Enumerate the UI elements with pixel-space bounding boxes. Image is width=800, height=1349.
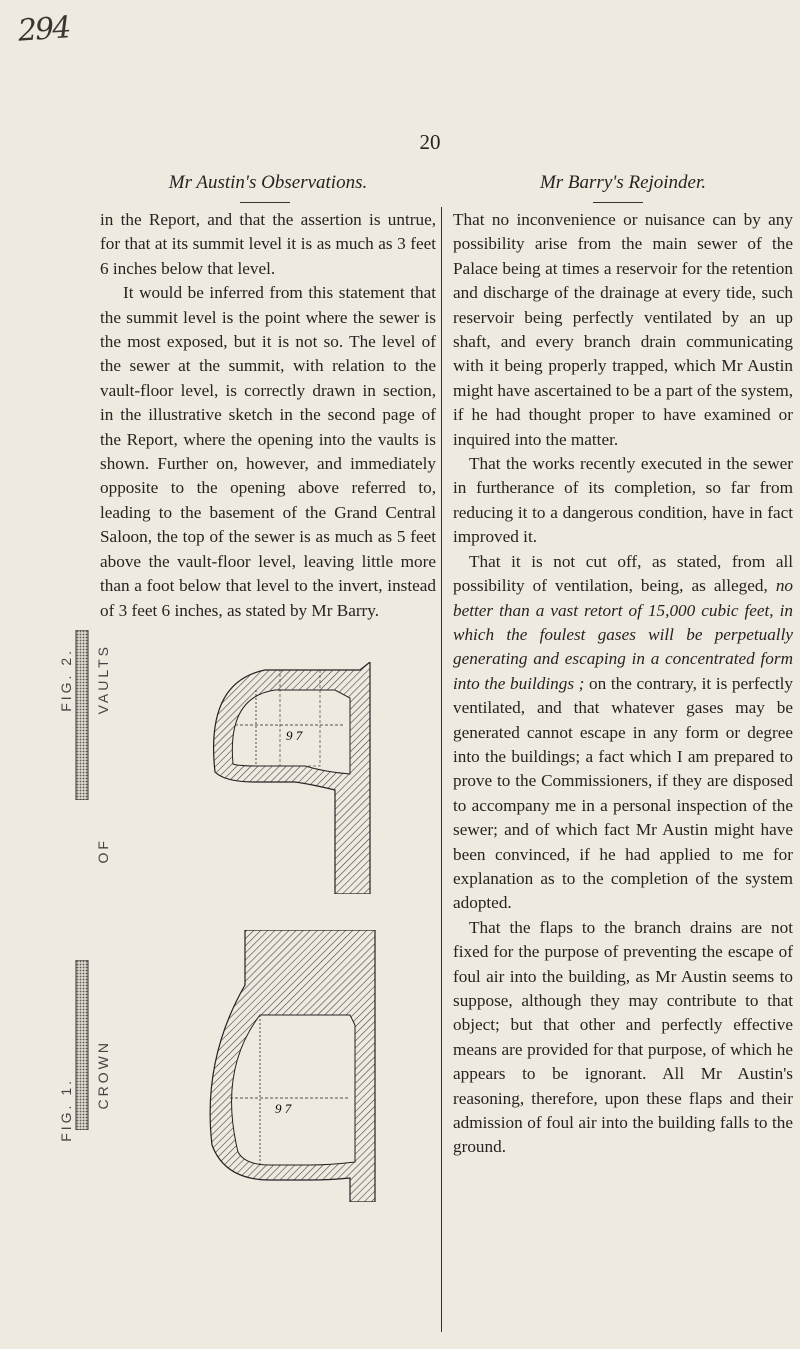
column-divider (441, 207, 442, 1332)
side-caption-crown: CROWN (95, 1040, 111, 1110)
handwritten-annotation: 294 (16, 10, 71, 49)
right-column-text (453, 208, 793, 1160)
fig2-label: FIG. 2. (58, 648, 74, 712)
right-paragraph: That the flaps to the branch drains are not fixed for the purpose of preventing the escape of foul air into the building, as Mr Austin seems to suppose, although they may contribute to that object; but that other and perfectly effective means are provided for that purpose, of which he appears to be ignorant. All Mr Austin's reasoning, therefore, upon these flaps and their admission of foul air into the building falls to the ground. (453, 917, 793, 1157)
right-heading-rule (593, 202, 643, 203)
fig1-sewer-section (190, 930, 380, 1202)
fig1-scale-bar (73, 960, 93, 1130)
side-caption-vaults: VAULTS (95, 644, 111, 715)
quoted-text: no better than a vast retort of 15,000 cubic feet, in which the foulest gases will be perpetually generating and escaping in a concentrated form into the buildings ; (453, 576, 793, 693)
paragraph-text: on the contrary, it is perfectly ventilated, and that whatever gases may be generated cannot escape in any form or degree into the buildings; a fact which I am prepared to prove to the Commissioners, if they are disposed to accompany me in a personal inspection of the sewer; and of which fact Mr Austin might have been convinced, if he had applied to me for explanation as to the completion of the system adopted. (453, 673, 793, 913)
fig2-sewer-section (185, 662, 375, 894)
fig1-mark: 9 7 (275, 1101, 292, 1116)
right-paragraph: That no inconvenience or nuisance can by any possibility arise from the main sewer of the Palace being at times a reservoir for the retention and discharge of the drainage at every tide, such reservoir being perfectly ventilated by an up shaft, and every branch drain communicating with it being properly trapped, which Mr Austin might have ascertained to be a part of the system, if he had thought proper to have examined or inquired into the matter. (453, 210, 793, 449)
right-paragraph: That the works recently executed in the sewer in furtherance of its completion, so far from reducing it to a dangerous condition, have in fact improved it. (453, 454, 793, 547)
right-column-heading: Mr Barry's Rejoinder. (539, 172, 707, 193)
fig1-label: FIG. 1. (58, 1078, 74, 1142)
left-paragraph: in the Report, and that the assertion is untrue, for that at its summit level it is as much as 3 feet 6 inches below that level. (100, 210, 436, 278)
right-paragraph (453, 550, 793, 916)
left-column-text (100, 208, 436, 623)
left-paragraph: It would be inferred from this statement that the summit level is the point where the sewer is the most exposed, but it is not so. The level of the sewer at the summit, with relation to the vault-floor level, is correctly drawn in section, in the illustrative sketch in the second page of the Report, where the opening into the vaults is shown. Further on, however, and immediately opposite to the opening above referred to, leading to the basement of the Grand Central Saloon, the top of the sewer is as much as 5 feet above the vault-floor level, leaving little more than a foot below that level to the invert, instead of 3 feet 6 inches, as stated by Mr Barry. (100, 283, 436, 620)
paragraph-text: That it is not cut off, as stated, from all possibility of ventilation, being, as alleged, (453, 551, 793, 596)
left-column-heading: Mr Austin's Observations. (168, 172, 368, 193)
page-number: 20 (419, 130, 441, 154)
fig2-scale-bar (73, 630, 93, 800)
left-heading-rule (240, 202, 290, 203)
fig2-mark: 9 7 (286, 728, 303, 743)
side-caption-of: OF (95, 838, 111, 864)
